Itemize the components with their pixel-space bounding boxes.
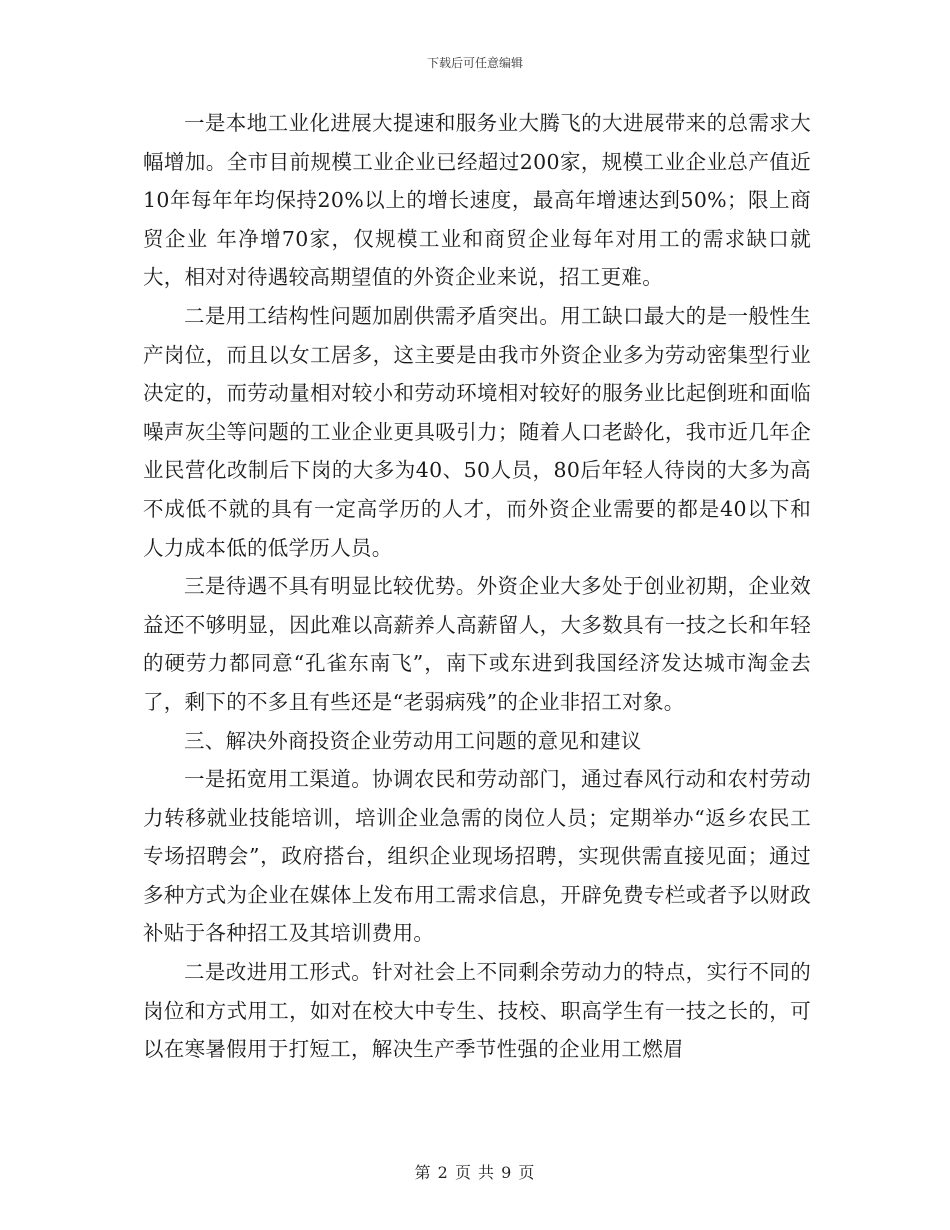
paragraph-broaden-channels: 一是拓宽用工渠道。协调农民和劳动部门，通过春风行动和农村劳动力转移就业技能培训，培训企业急需的岗位人员；定期举办“返乡农民工专场招聘会”，政府搭台，组织企业现场招聘，实现供需直接见面；通过多种方式为企业在媒体上发布用工需求信息，开辟免费专栏或者予以财政补贴于各种招工及其培训费用。 — [143, 767, 811, 946]
paragraph-demand-growth: 一是本地工业化进展大提速和服务业大腾飞的大进展带来的总需求大幅增加。全市目前规模工业企业已经超过200家，规模工业企业总产值近10年每年年均保持20%以上的增长速度，最高年增速达到50%；限上商贸企业 年净增70家，仅规模工业和商贸企业每年对用工的需求缺口就大，相对对待遇较高期望值的外资企业来说，招工更难。 — [143, 111, 811, 290]
page-number: 第 2 页 共 9 页 — [414, 1163, 536, 1182]
paragraph-structural-issue: 二是用工结构性问题加剧供需矛盾突出。用工缺口最大的是一般性生产岗位，而且以女工居多，这主要是由我市外资企业多为劳动密集型行业决定的，而劳动量相对较小和劳动环境相对较好的服务业比起倒班和面临噪声灰尘等问题的工业企业更具吸引力；随着人口老龄化，我市近几年企业民营化改制后下岗的大多为40、50人员，80后年轻人待岗的大多为高不成低不就的具有一定高学历的人才，而外资企业需要的都是40以下和人力成本低的低学历人员。 — [143, 303, 811, 560]
paragraph-treatment: 三是待遇不具有明显比较优势。外资企业大多处于创业初期，企业效益还不够明显，因此难以高薪养人高薪留人，大多数具有一技之长和年轻的硬劳力都同意“孔雀东南飞”，南下或东进到我国经济发达城市淘金去了，剩下的不多且有些还是“老弱病残”的企业非招工对象。 — [143, 574, 811, 714]
page-header-note: 下载后可任意编辑 — [426, 56, 523, 70]
document-body — [143, 104, 811, 1069]
paragraph-improve-forms: 二是改进用工形式。针对社会上不同剩余劳动力的特点，实行不同的岗位和方式用工，如对在校大中专生、技校、职高学生有一技之长的，可以在寒暑假用于打短工，解决生产季节性强的企业用工燃眉 — [143, 960, 811, 1062]
section-heading-suggestions: 三、解决外商投资企业劳动用工问题的意见和建议 — [184, 728, 642, 753]
